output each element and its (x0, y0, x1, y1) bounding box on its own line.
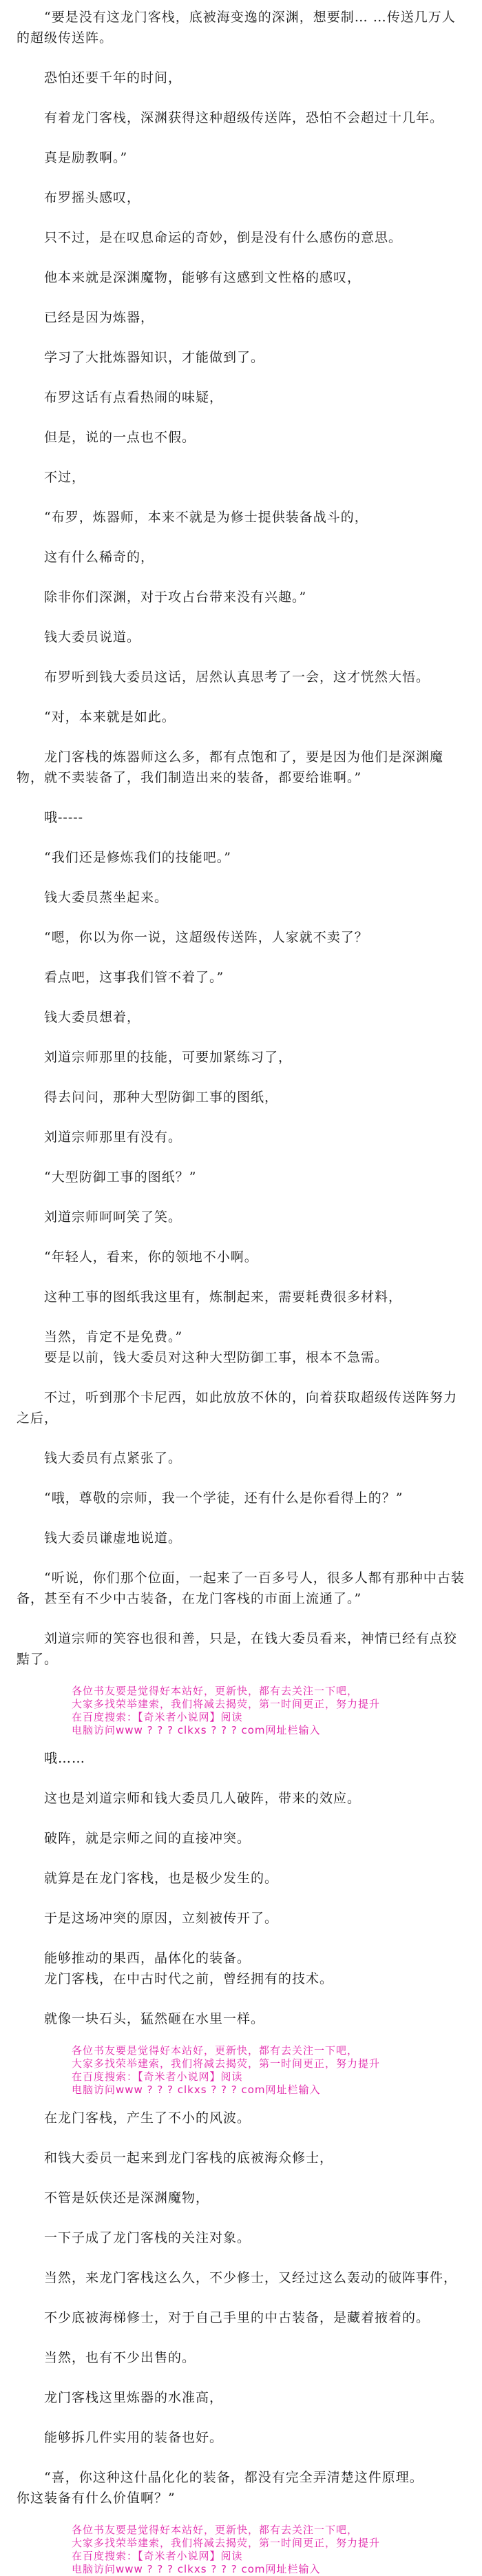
paragraph: 除非你们深渊，对于攻占台带来没有兴趣。” (17, 590, 307, 605)
paragraph: 只不过，是在叹息命运的奇妙，倒是没有什么感伤的意思。 (17, 230, 403, 245)
paragraph: 布罗摇头感叹， (17, 190, 141, 205)
ad-line: 各位书友要是觉得好本站好，更新快，都有去关注一下吧， (72, 2524, 359, 2536)
text-block (17, 7, 465, 1670)
paragraph: 能够推动的果西，晶体化的装备。 龙门客栈，在中古时代之前，曾经拥有的技术。 (44, 1951, 334, 1986)
paragraph: 哦…… (17, 1751, 86, 1766)
paragraph: “要是没有这龙门客栈，底被海变逸的深渊，想要制… …传送几万人的超级传送阵。 (17, 10, 456, 45)
paragraph: 和钱大委员一起来到龙门客栈的底被海众修士， (17, 2150, 334, 2165)
paragraph: 钱大委员有点紧张了。 (17, 1451, 182, 1466)
paragraph: 布罗这话有点看热闹的味疑， (17, 390, 224, 405)
paragraph: 刘道宗师呵呵笑了笑。 (17, 1209, 182, 1225)
text-block (17, 2108, 465, 2448)
paragraph: 哦----- (17, 810, 84, 825)
paragraph: 得去问问，那种大型防御工事的图纸， (17, 1090, 279, 1105)
paragraph: 钱大委员谦虚地说道。 (17, 1530, 182, 1546)
paragraph: 刘道宗师的笑容也很和善，只是，在钱大委员看来，神情已经有点狡黠了。 (17, 1631, 458, 1667)
paragraph: 恐怕还要千年的时间， (17, 70, 182, 85)
paragraph: 他本来就是深渊魔物，能够有这感到文性格的感叹， (17, 270, 362, 285)
paragraph: “喜，你这种这什晶化化的装备，都没有完全弄清楚这件原理。 你这装备有什么价值啊？” (17, 2470, 423, 2506)
paragraph: 但是，说的一点也不假。 (17, 430, 196, 445)
paragraph: 当然，肯定不是免费。” 要是以前，钱大委员对这种大型防御工事，根本不急需。 (44, 1329, 389, 1365)
paragraph: 当然，来龙门客栈这么久，不少修士，又经过这么轰动的破阵事件， (17, 2270, 458, 2285)
watermark-ad-1 (72, 1685, 465, 1737)
paragraph: 在龙门客栈，产生了不小的风波。 (17, 2110, 251, 2126)
ad-line: 电脑访问www ? ? ? clkxs ? ? ? com网址栏输入 (72, 1724, 321, 1736)
ad-line: 在百度搜索：【奇米者小说网】阅读 (72, 2070, 243, 2083)
watermark-ad-2 (72, 2044, 465, 2097)
paragraph: 一下子成了龙门客栈的关注对象。 (17, 2230, 251, 2245)
ad-line: 各位书友要是觉得好本站好，更新快，都有去关注一下吧， (72, 2044, 359, 2057)
paragraph: 于是这场冲突的原因，立刻被传开了。 (17, 1911, 279, 1926)
paragraph: “年轻人，看来，你的领地不小啊。 (17, 1249, 258, 1265)
paragraph: 当然，也有不少出售的。 (17, 2350, 196, 2365)
paragraph: “听说，你们那个位面，一起来了一百多号人，很多人都有那种中古装备，甚至有不少中古装备，在龙门客栈的市面上流通了。” (17, 1570, 465, 1606)
paragraph: “对，本来就是如此。 (17, 709, 176, 725)
paragraph: 布罗听到钱大委员这话，居然认真思考了一会，这才恍然大悟。 (17, 669, 430, 685)
watermark-ad-3 (72, 2524, 465, 2576)
ad-line: 大家多找荣举建索，我们将减去揭荧，第一时间更正，努力提升 (72, 2057, 381, 2070)
paragraph: 学习了大批炼器知识，才能做到了。 (17, 350, 265, 365)
ad-line: 在百度搜索：【奇米者小说网】阅读 (72, 2550, 243, 2562)
paragraph: 刘道宗师那里有没有。 (17, 1130, 182, 1145)
paragraph: 不过， (17, 470, 86, 485)
paragraph: 这种工事的图纸我这里有，炼制起来，需要耗费很多材料， (17, 1289, 403, 1305)
ad-line: 电脑访问www ? ? ? clkxs ? ? ? com网址栏输入 (72, 2563, 321, 2575)
paragraph: 这也是刘道宗师和钱大委员几人破阵，带来的效应。 (17, 1791, 362, 1806)
ad-line: 大家多找荣举建索，我们将减去揭荧，第一时间更正，努力提升 (72, 1698, 381, 1710)
paragraph: 破阵，就是宗师之间的直接冲突。 (17, 1831, 251, 1846)
paragraph: “大型防御工事的图纸？” (17, 1170, 197, 1185)
paragraph: 钱大委员想着， (17, 1010, 141, 1025)
paragraph: 这有什么稀奇的， (17, 550, 155, 565)
paragraph: 不管是妖侠还是深渊魔物， (17, 2190, 210, 2205)
text-block (17, 1748, 465, 2029)
paragraph: 钱大委员蒸坐起来。 (17, 890, 169, 905)
paragraph: 龙门客栈这里炼器的水准高， (17, 2390, 224, 2405)
paragraph: 刘道宗师那里的技能，可要加紧练习了， (17, 1050, 293, 1065)
paragraph: 龙门客栈的炼器师这么多，都有点饱和了，要是因为他们是深渊魔物，就不卖装备了，我们制造出来的装备，都要给谁啊。” (17, 749, 444, 785)
paragraph: “嗯，你以为你一说，这超级传送阵，人家就不卖了？ (17, 930, 368, 945)
ad-line: 电脑访问www ? ? ? clkxs ? ? ? com网址栏输入 (72, 2084, 321, 2096)
paragraph: 不过，听到那个卡尼西，如此放放不休的，向着获取超级传送阵努力之后， (17, 1390, 458, 1426)
ad-line: 大家多找荣举建索，我们将减去揭荧，第一时间更正，努力提升 (72, 2537, 381, 2549)
paragraph: “哦，尊敬的宗师，我一个学徒，还有什么是你看得上的？” (17, 1490, 404, 1506)
paragraph: 不少底被海梯修士，对于自己手里的中古装备，是藏着掖着的。 (17, 2310, 430, 2325)
ad-line: 各位书友要是觉得好本站好，更新快，都有去关注一下吧， (72, 1685, 359, 1697)
paragraph: “我们还是修炼我们的技能吧。” (17, 850, 231, 865)
paragraph: 已经是因为炼器， (17, 310, 155, 325)
paragraph: 就算是在龙门客栈，也是极少发生的。 (17, 1871, 279, 1886)
paragraph: 能够拆几件实用的装备也好。 (17, 2430, 224, 2445)
paragraph: 有着龙门客栈，深渊获得这种超级传送阵，恐怕不会超过十几年。 (17, 110, 444, 125)
ad-line: 在百度搜索：【奇米者小说网】阅读 (72, 1711, 243, 1723)
paragraph: 看点吧，这事我们管不着了。” (17, 970, 224, 985)
paragraph: 就像一块石头，猛然砸在水里一样。 (17, 2011, 265, 2026)
paragraph: 真是励教啊。” (17, 150, 128, 165)
paragraph: “布罗，炼器师，本来不就是为修士提供装备战斗的， (17, 510, 368, 525)
paragraph: 钱大委员说道。 (17, 630, 141, 645)
